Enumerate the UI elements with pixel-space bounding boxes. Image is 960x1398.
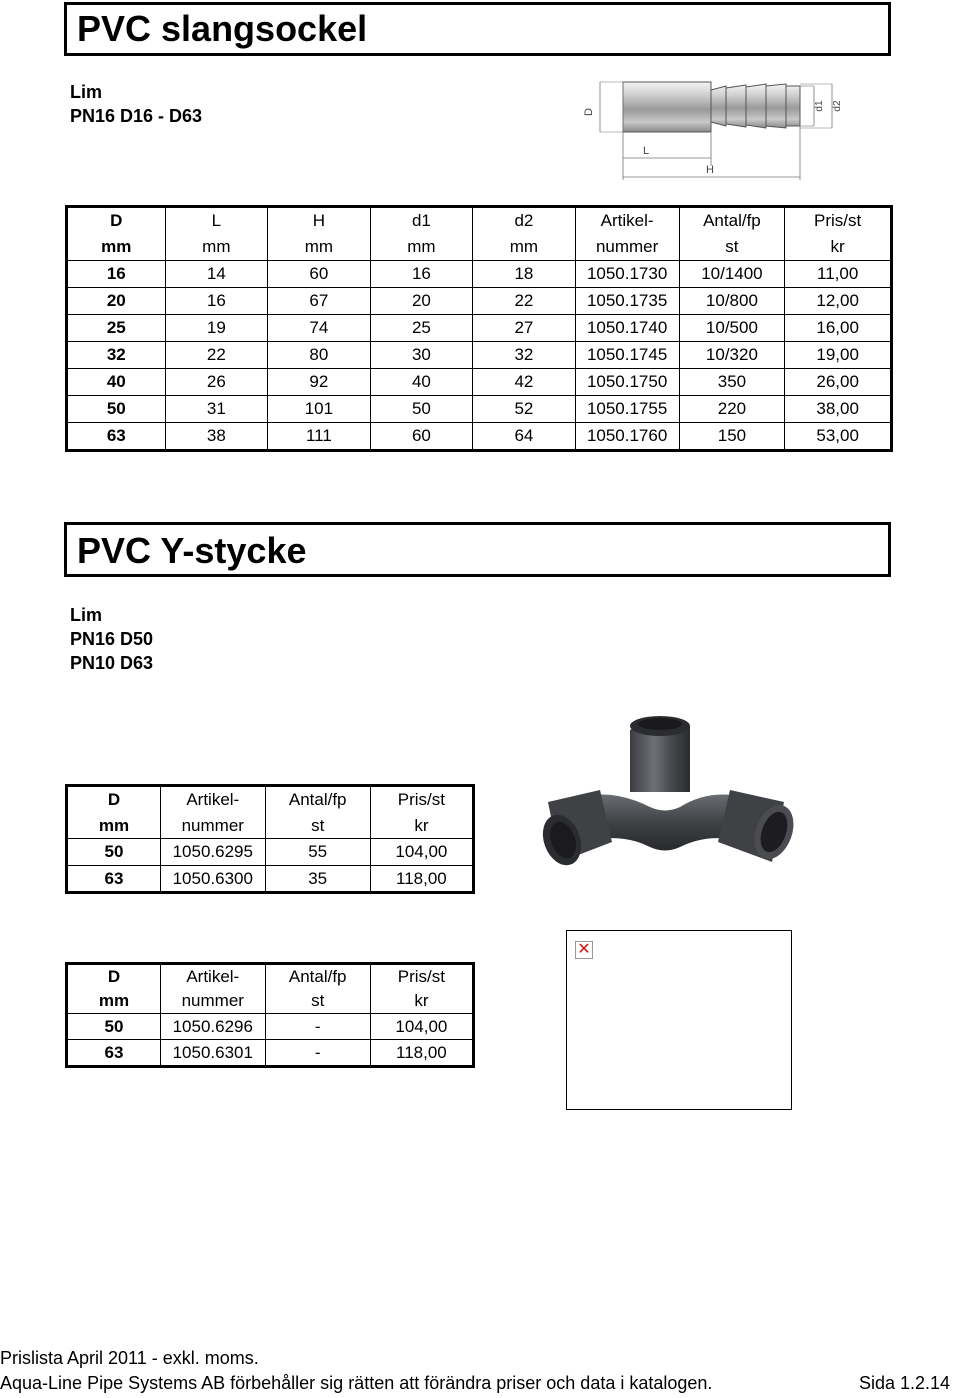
- table-cell: 80: [268, 342, 371, 369]
- table-row: [67, 786, 474, 813]
- socket-body: [623, 82, 711, 132]
- dim-label-d2: d2: [832, 100, 843, 112]
- table-cell: 52: [473, 396, 576, 423]
- table-cell: 1050.6296: [160, 1014, 265, 1040]
- dim-label-D: D: [583, 108, 595, 116]
- table-cell: D: [67, 964, 161, 990]
- table-cell: 1050.1750: [575, 369, 679, 396]
- y-fitting-photo: [540, 712, 800, 882]
- table-cell: 1050.1735: [575, 288, 679, 315]
- table-cell: Antal/fp: [265, 964, 370, 990]
- footer-pricelist-note: Prislista April 2011 - exkl. moms.: [0, 1348, 259, 1368]
- table-cell: 27: [473, 315, 576, 342]
- table-cell: 50: [67, 1014, 161, 1040]
- table-cell: 63: [67, 865, 161, 893]
- table-cell: 16: [370, 261, 473, 288]
- table-cell: Pris/st: [370, 964, 473, 990]
- slangsockel-table: [65, 205, 893, 452]
- table-cell: mm: [165, 234, 268, 261]
- table-row: [67, 315, 892, 342]
- table-cell: H: [268, 207, 371, 235]
- table-row: [67, 423, 892, 451]
- table-cell: 74: [268, 315, 371, 342]
- table-row: [67, 288, 892, 315]
- table-cell: Antal/fp: [265, 786, 370, 813]
- table-cell: mm: [67, 813, 161, 839]
- table-cell: d2: [473, 207, 576, 235]
- section2-specs: [70, 603, 153, 675]
- table-row: [67, 342, 892, 369]
- table-cell: kr: [370, 989, 473, 1014]
- table-cell: 1050.1755: [575, 396, 679, 423]
- table-cell: 50: [67, 839, 161, 866]
- barbed-tail: [711, 84, 800, 128]
- table-cell: st: [265, 989, 370, 1014]
- table-cell: mm: [268, 234, 371, 261]
- table-cell: 25: [370, 315, 473, 342]
- table-cell: 32: [473, 342, 576, 369]
- table-cell: 20: [370, 288, 473, 315]
- section2-title: PVC Y-stycke: [64, 522, 891, 577]
- table-row: [67, 964, 474, 990]
- table-row: [67, 813, 474, 839]
- table-cell: 1050.6295: [160, 839, 265, 866]
- section1-specs: [70, 80, 202, 128]
- table-row: [67, 207, 892, 235]
- page-number: Sida 1.2.14: [859, 1373, 951, 1393]
- table-row: [67, 1040, 474, 1067]
- hose-tail-diagram: [576, 74, 846, 186]
- table-cell: 111: [268, 423, 371, 451]
- table-cell: Artikel-: [575, 207, 679, 235]
- table-cell: 20: [67, 288, 166, 315]
- table-cell: 31: [165, 396, 268, 423]
- table-cell: 60: [268, 261, 371, 288]
- table-cell: 19,00: [785, 342, 892, 369]
- table-cell: 1050.6301: [160, 1040, 265, 1067]
- table-cell: 16,00: [785, 315, 892, 342]
- table-row: [67, 839, 474, 866]
- table-cell: st: [265, 813, 370, 839]
- y-stycke-table-a: [65, 784, 475, 894]
- table-cell: 18: [473, 261, 576, 288]
- table-cell: 10/320: [679, 342, 785, 369]
- table-cell: Artikel-: [160, 786, 265, 813]
- table-cell: nummer: [575, 234, 679, 261]
- table-cell: mm: [67, 234, 166, 261]
- table-cell: D: [67, 207, 166, 235]
- table-cell: 350: [679, 369, 785, 396]
- dim-label-H: H: [706, 164, 714, 176]
- table-cell: 1050.1740: [575, 315, 679, 342]
- table-cell: 26: [165, 369, 268, 396]
- footer-disclaimer: Aqua-Line Pipe Systems AB förbehåller sig rätten att förändra priser och data i katalogen.: [0, 1373, 713, 1393]
- table-cell: Artikel-: [160, 964, 265, 990]
- table-cell: 38,00: [785, 396, 892, 423]
- table-cell: 12,00: [785, 288, 892, 315]
- table-cell: 10/800: [679, 288, 785, 315]
- table-row: [67, 369, 892, 396]
- image-placeholder: [566, 930, 792, 1110]
- table-cell: Pris/st: [785, 207, 892, 235]
- table-cell: 40: [370, 369, 473, 396]
- table-cell: 42: [473, 369, 576, 396]
- table-cell: 67: [268, 288, 371, 315]
- spec-line: PN16 D50: [70, 629, 154, 649]
- table-cell: 50: [67, 396, 166, 423]
- table-cell: 60: [370, 423, 473, 451]
- spec-line: Lim: [70, 82, 103, 102]
- section1-title: PVC slangsockel: [64, 2, 891, 56]
- table-cell: D: [67, 786, 161, 813]
- spec-line: PN16 D16 - D63: [70, 106, 203, 126]
- table-cell: 104,00: [370, 839, 473, 866]
- table-cell: 64: [473, 423, 576, 451]
- table-cell: 10/500: [679, 315, 785, 342]
- spec-line: PN10 D63: [70, 653, 154, 673]
- table-cell: 150: [679, 423, 785, 451]
- table-cell: 22: [165, 342, 268, 369]
- broken-image-icon: ✕: [575, 941, 593, 959]
- table-cell: 16: [165, 288, 268, 315]
- table-cell: 30: [370, 342, 473, 369]
- table-cell: 220: [679, 396, 785, 423]
- table-row: [67, 234, 892, 261]
- table-cell: 118,00: [370, 1040, 473, 1067]
- table-cell: mm: [473, 234, 576, 261]
- table-cell: 11,00: [785, 261, 892, 288]
- table-cell: 10/1400: [679, 261, 785, 288]
- table-cell: 63: [67, 423, 166, 451]
- table-row: [67, 396, 892, 423]
- table-cell: nummer: [160, 989, 265, 1014]
- table-cell: L: [165, 207, 268, 235]
- table-cell: 92: [268, 369, 371, 396]
- table-cell: Pris/st: [370, 786, 473, 813]
- table-cell: 104,00: [370, 1014, 473, 1040]
- table-row: [67, 865, 474, 893]
- table-cell: 101: [268, 396, 371, 423]
- dim-label-d1: d1: [814, 100, 825, 112]
- dim-label-L: L: [643, 145, 650, 157]
- table-cell: 118,00: [370, 865, 473, 893]
- table-cell: kr: [370, 813, 473, 839]
- table-cell: 1050.1760: [575, 423, 679, 451]
- y-stycke-table-b: [65, 962, 475, 1068]
- table-cell: st: [679, 234, 785, 261]
- table-cell: 14: [165, 261, 268, 288]
- table-cell: -: [265, 1040, 370, 1067]
- table-row: [67, 989, 474, 1014]
- table-cell: 22: [473, 288, 576, 315]
- table-cell: 1050.6300: [160, 865, 265, 893]
- table-cell: -: [265, 1014, 370, 1040]
- table-cell: 63: [67, 1040, 161, 1067]
- table-cell: 19: [165, 315, 268, 342]
- table-cell: Antal/fp: [679, 207, 785, 235]
- table-cell: 32: [67, 342, 166, 369]
- table-cell: kr: [785, 234, 892, 261]
- table-cell: 50: [370, 396, 473, 423]
- table-cell: 53,00: [785, 423, 892, 451]
- table-cell: 38: [165, 423, 268, 451]
- table-cell: 55: [265, 839, 370, 866]
- table-cell: 16: [67, 261, 166, 288]
- table-cell: 35: [265, 865, 370, 893]
- table-cell: mm: [67, 989, 161, 1014]
- table-cell: nummer: [160, 813, 265, 839]
- table-cell: 40: [67, 369, 166, 396]
- table-cell: 1050.1745: [575, 342, 679, 369]
- table-row: [67, 261, 892, 288]
- table-cell: 25: [67, 315, 166, 342]
- table-cell: 1050.1730: [575, 261, 679, 288]
- table-cell: mm: [370, 234, 473, 261]
- spec-line: Lim: [70, 605, 103, 625]
- table-cell: d1: [370, 207, 473, 235]
- table-row: [67, 1014, 474, 1040]
- table-cell: 26,00: [785, 369, 892, 396]
